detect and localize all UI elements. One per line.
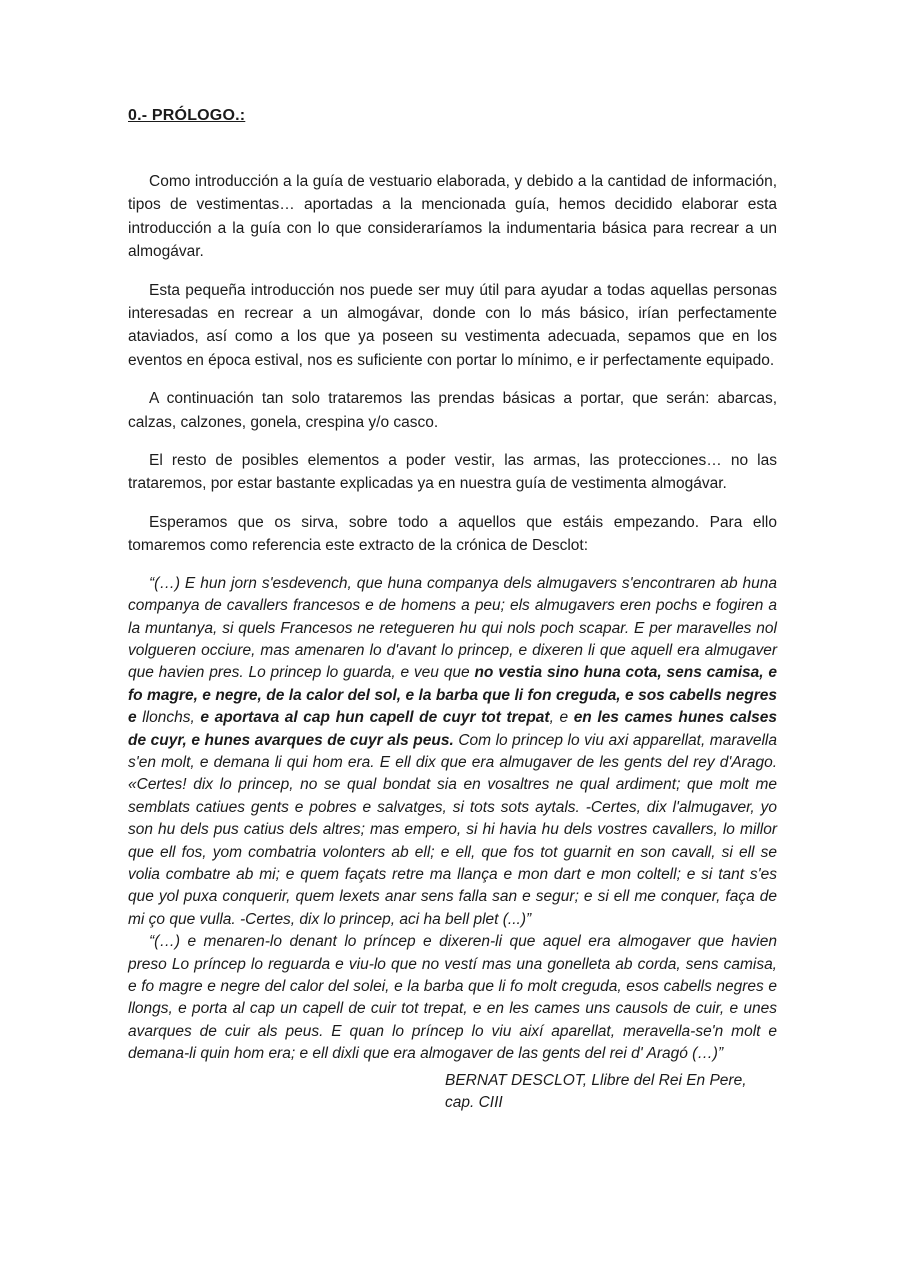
paragraph-reference-desclot: Esperamos que os sirva, sobre todo a aquellos que estáis empezando. Para ello tomaremos como referencia este extracto de la crónica de Desclot: <box>128 513 777 555</box>
paragraph-utility: Esta pequeña introducción nos puede ser muy útil para ayudar a todas aquellas personas interesadas en recrear a un almogávar, donde con lo más básico, irían perfectamente ataviados, así como a los que ya poseen su vestimenta adecuada, sepamos que en los eventos en época estival, nos es suficiente con portar lo mínimo, e ir perfectamente equipado. <box>128 281 777 369</box>
paragraph-intro: Como introducción a la guía de vestuario elaborada, y debido a la cantidad de información, tipos de vestimentas… aportadas a la mencionada guía, hemos decidido elaborar esta introducción a la guía con lo que consideraríamos la indumentaria básica para recrear a un almogávar. <box>128 173 777 261</box>
quote-run: “(…) E hun jorn s'esdevench, que huna companya dels almugavers s'encontraren ab huna companya de cavallers francesos e de homens a peu; els almugavers eren pochs e fogiren a la muntanya, si quels Francesos ne retegueren hu qui nols poch scapar. E per maravelles nol volgueren occiure, mas amenaren lo d'avant lo princep, e dixeren li que aquell era almugaver que havien pres. Lo princep lo guarda, e veu que <box>128 574 777 682</box>
quote-paragraph-1 <box>128 573 777 932</box>
quote-run-bold: en les cames hunes calses de cuyr, e hunes avarques de cuyr als peus. <box>128 709 777 749</box>
attribution-chapter: cap. CIII <box>445 1094 503 1112</box>
quote-attribution <box>445 1070 777 1115</box>
quote-run-bold: e aportava al cap hun capell de cuyr tot trepat <box>200 709 550 727</box>
quote-run-bold: no vestia sino huna cota, sens camisa, e fo magre, e negre, de la calor del sol, e la barba que li fon creguda, e sos cabells negres e <box>128 664 777 727</box>
attribution-source: BERNAT DESCLOT, Llibre del Rei En Pere, <box>445 1071 747 1089</box>
quote-paragraph-2: “(…) e menaren-lo denant lo príncep e dixeren-li que aquel era almogaver que havien preso Lo príncep lo reguarda e viu-lo que no vestí mas una gonelleta ab corda, sens camisa, e fo magre e negre del calor del solei, e la barba que li fo molt creguda, esos cabells negres e llongs, e porta al cap un capell de cuir tot trepat, e en les cames uns causols de cuir, e unes avarques de cuir als peus. E quan lo príncep lo viu així aparellat, meravella-se'n molt e demana-li quin hom era; e ell dixli que era almogaver de las gents del rei d' Aragó (…)” <box>128 933 777 1063</box>
document-title: 0.- PRÓLOGO.: <box>128 107 246 124</box>
quote-run: llonchs, <box>142 709 201 727</box>
paragraph-other-elements: El resto de posibles elementos a poder vestir, las armas, las protecciones… no las trataremos, por estar bastante explicadas ya en nuestra guía de vestimenta almogávar. <box>128 452 777 493</box>
paragraph-garment-list: A continuación tan solo trataremos las prendas básicas a portar, que serán: abarcas, calzas, calzones, gonela, crespina y/o casco. <box>128 390 777 431</box>
quote-run: Com lo princep lo viu axi apparellat, maravella s'en molt, e demana li qui hom era. E ell dix que era almugaver de les gents del rey d'Arago. «Certes! dix lo princep, no se qual bondat sia en vosaltres ne qual ardiment; que molt me semblats catiues gents e pobres e salvatges, si tots sots aytals. -Certes, dix l'almugaver, yo son hu dels pus catius dels altres; mas empero, si hi havia hu dels vostres cavallers, lo millor que ell fos, yom combatria volonters ab ell; e ell, que fos tot guarnit en son cavall, si ell se volia combatre ab mi; e quem façats retre ma llança e mon dart e mon coltell; e si tant s'es que yol puxa conquerir, quem lexets anar sens falla san e segur; e si ell me conquer, faça de mi ço que vulla. -Certes, dix lo princep, aci ha bell plet (...)” <box>128 731 777 928</box>
quote-run: , e <box>549 709 574 727</box>
